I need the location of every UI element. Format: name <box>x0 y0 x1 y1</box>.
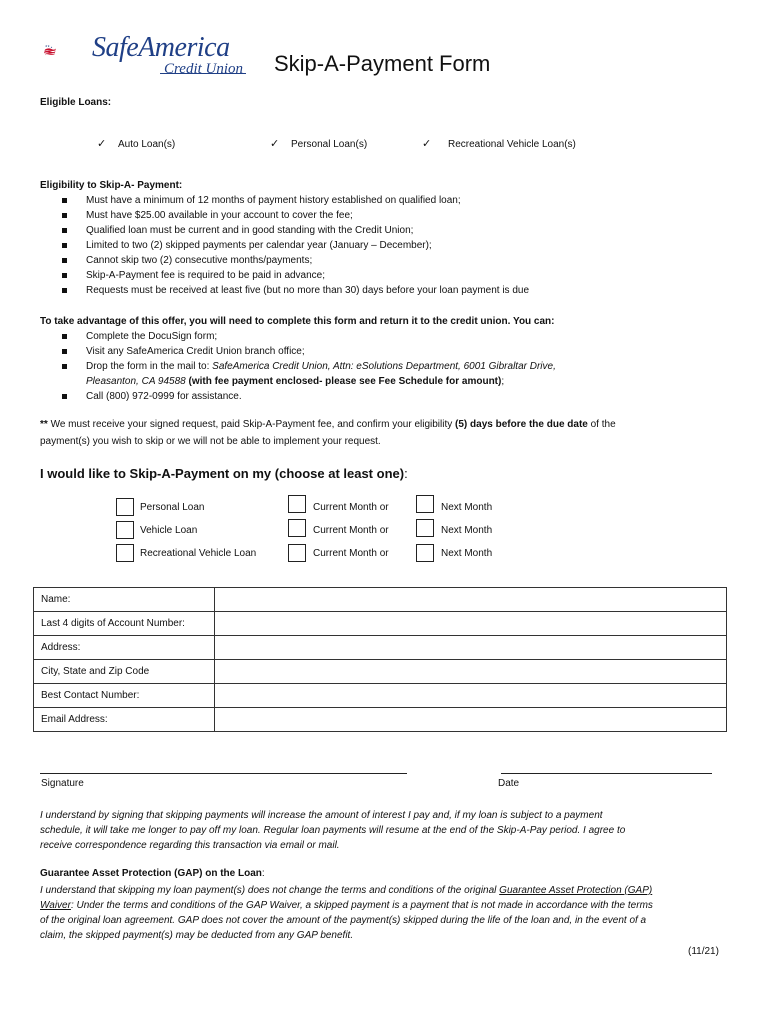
mail-prefix: Drop the form in the mail to: <box>86 361 213 372</box>
notice-line2: payment(s) you wish to skip or we will not be able to implement your request. <box>40 436 381 447</box>
gap-line: of the original loan agreement. GAP does not cover the amount of the payment(s) skipped during the life of the loan and, in the event of a <box>40 915 647 926</box>
checkmark-icon: ✓ <box>422 138 432 150</box>
svg-text:★★: ★★ <box>44 44 50 49</box>
eligibility-list <box>62 193 529 298</box>
checkbox-rv-loan[interactable] <box>116 544 134 562</box>
list-item: Must have $25.00 available in your account to cover the fee; <box>62 208 529 223</box>
notice-stars: ** <box>40 419 48 430</box>
logo-subtitle: Credit Union <box>164 61 244 77</box>
checkmark-icon: ✓ <box>97 138 107 150</box>
eligibility-heading: Eligibility to Skip-A- Payment: <box>40 180 183 191</box>
field-label-name: Name: <box>34 588 215 612</box>
gap-line <box>40 898 740 913</box>
loan-label-vehicle: Vehicle Loan <box>140 525 198 536</box>
eligible-loan-rv: Recreational Vehicle Loan(s) <box>448 139 576 150</box>
gap-line1-text: I understand that skipping my loan payment(s) does not change the terms and conditions of the original <box>40 885 500 896</box>
table-row <box>34 636 727 660</box>
mail-address-line1: SafeAmerica Credit Union, Attn: eSolutions Department, 6001 Gibraltar Drive, <box>212 361 556 372</box>
member-info-table <box>33 587 727 732</box>
checkbox-rv-next-month[interactable] <box>416 544 434 562</box>
list-item: Limited to two (2) skipped payments per calendar year (January – December); <box>62 238 529 253</box>
advantage-heading: To take advantage of this offer, you will need to complete this form and return it to the credit union. You can: <box>40 316 555 327</box>
understand-paragraph <box>40 808 740 853</box>
current-month-label: Current Month or <box>313 525 389 536</box>
notice-text-end: of the <box>587 419 616 430</box>
loan-label-rv: Recreational Vehicle Loan <box>140 548 257 559</box>
choose-heading-text: I would like to Skip-A-Payment on my (choose at least one) <box>40 466 405 481</box>
logo-underline <box>160 73 246 74</box>
current-month-label: Current Month or <box>313 548 389 559</box>
checkbox-vehicle-next-month[interactable] <box>416 519 434 537</box>
flag-logo-icon <box>44 30 96 70</box>
list-item <box>62 374 556 389</box>
signature-label: Signature <box>41 778 84 789</box>
table-row <box>34 708 727 732</box>
field-label-phone: Best Contact Number: <box>34 684 215 708</box>
eligible-loans-heading: Eligible Loans: <box>40 97 112 108</box>
field-label-address: Address: <box>34 636 215 660</box>
gap-paragraph <box>40 883 740 943</box>
notice-line1 <box>40 419 616 430</box>
list-item: Requests must be received at least five (but no more than 30) days before your loan payment is due <box>62 283 529 298</box>
notice-deadline: (5) days before the due date <box>455 419 588 430</box>
advantage-list <box>62 329 556 404</box>
list-item: Visit any SafeAmerica Credit Union branch office; <box>62 344 556 359</box>
current-month-label: Current Month or <box>313 502 389 513</box>
list-item: Must have a minimum of 12 months of payment history established on qualified loan; <box>62 193 529 208</box>
field-label-city: City, State and Zip Code <box>34 660 215 684</box>
table-row <box>34 588 727 612</box>
list-item <box>62 359 556 374</box>
checkbox-personal-loan[interactable] <box>116 498 134 516</box>
date-line[interactable] <box>501 773 712 774</box>
logo-name: SafeAmerica <box>92 32 230 63</box>
fee-note: (with fee payment enclosed- please see Fee Schedule for amount) <box>188 376 502 387</box>
city-state-zip-field[interactable] <box>215 660 727 684</box>
table-row <box>34 660 727 684</box>
eligible-loan-personal: Personal Loan(s) <box>291 139 368 150</box>
mail-address-line2: Pleasanton, CA 94588 <box>86 376 186 387</box>
list-item: Call (800) 972-0999 for assistance. <box>62 389 556 404</box>
eligible-loan-auto: Auto Loan(s) <box>118 139 176 150</box>
contact-number-field[interactable] <box>215 684 727 708</box>
date-label: Date <box>498 778 520 789</box>
checkbox-personal-current-month[interactable] <box>288 495 306 513</box>
list-item: Cannot skip two (2) consecutive months/payments; <box>62 253 529 268</box>
choose-heading-colon: : <box>404 466 408 481</box>
gap-heading-colon: : <box>261 868 265 879</box>
understand-line: schedule, it will take me longer to pay off my loan. Regular loan payments will resume at the end of the Skip-A-Pay period. I agree to <box>40 825 626 836</box>
field-label-account: Last 4 digits of Account Number: <box>34 612 215 636</box>
next-month-label: Next Month <box>441 525 493 536</box>
gap-waiver-link: Guarantee Asset Protection (GAP) <box>499 885 653 896</box>
gap-waiver-link-end: Waiver <box>40 900 71 911</box>
table-row <box>34 612 727 636</box>
gap-heading-text: Guarantee Asset Protection (GAP) on the Loan <box>40 868 262 879</box>
revision-date: (11/21) <box>688 946 719 957</box>
name-field[interactable] <box>215 588 727 612</box>
address-field[interactable] <box>215 636 727 660</box>
gap-line2-text: : Under the terms and conditions of the GAP Waiver, a skipped payment is a payment that is not made in accordance with the terms <box>70 900 653 911</box>
svg-text:★: ★ <box>50 46 53 50</box>
notice-text: We must receive your signed request, paid Skip-A-Payment fee, and confirm your eligibility <box>47 419 456 430</box>
page-title: Skip-A-Payment Form <box>274 51 491 76</box>
gap-heading <box>40 868 265 879</box>
checkbox-rv-current-month[interactable] <box>288 544 306 562</box>
fee-note-end: ; <box>501 376 505 387</box>
gap-line <box>40 883 740 898</box>
checkmark-icon: ✓ <box>270 138 280 150</box>
understand-line: receive correspondence regarding this transaction via email or mail. <box>40 840 340 851</box>
next-month-label: Next Month <box>441 548 493 559</box>
checkbox-vehicle-loan[interactable] <box>116 521 134 539</box>
table-row <box>34 684 727 708</box>
field-label-email: Email Address: <box>34 708 215 732</box>
checkbox-personal-next-month[interactable] <box>416 495 434 513</box>
loan-label-personal: Personal Loan <box>140 502 205 513</box>
list-item: Skip-A-Payment fee is required to be paid in advance; <box>62 268 529 283</box>
choose-heading <box>40 466 408 481</box>
account-number-field[interactable] <box>215 612 727 636</box>
list-item: Complete the DocuSign form; <box>62 329 556 344</box>
understand-line: I understand by signing that skipping payments will increase the amount of interest I pay and, if my loan is subject to a payment <box>40 810 603 821</box>
next-month-label: Next Month <box>441 502 493 513</box>
signature-line[interactable] <box>40 773 407 774</box>
gap-line: claim, the skipped payment(s) may be deducted from any GAP benefit. <box>40 930 354 941</box>
email-field[interactable] <box>215 708 727 732</box>
checkbox-vehicle-current-month[interactable] <box>288 519 306 537</box>
list-item: Qualified loan must be current and in good standing with the Credit Union; <box>62 223 529 238</box>
